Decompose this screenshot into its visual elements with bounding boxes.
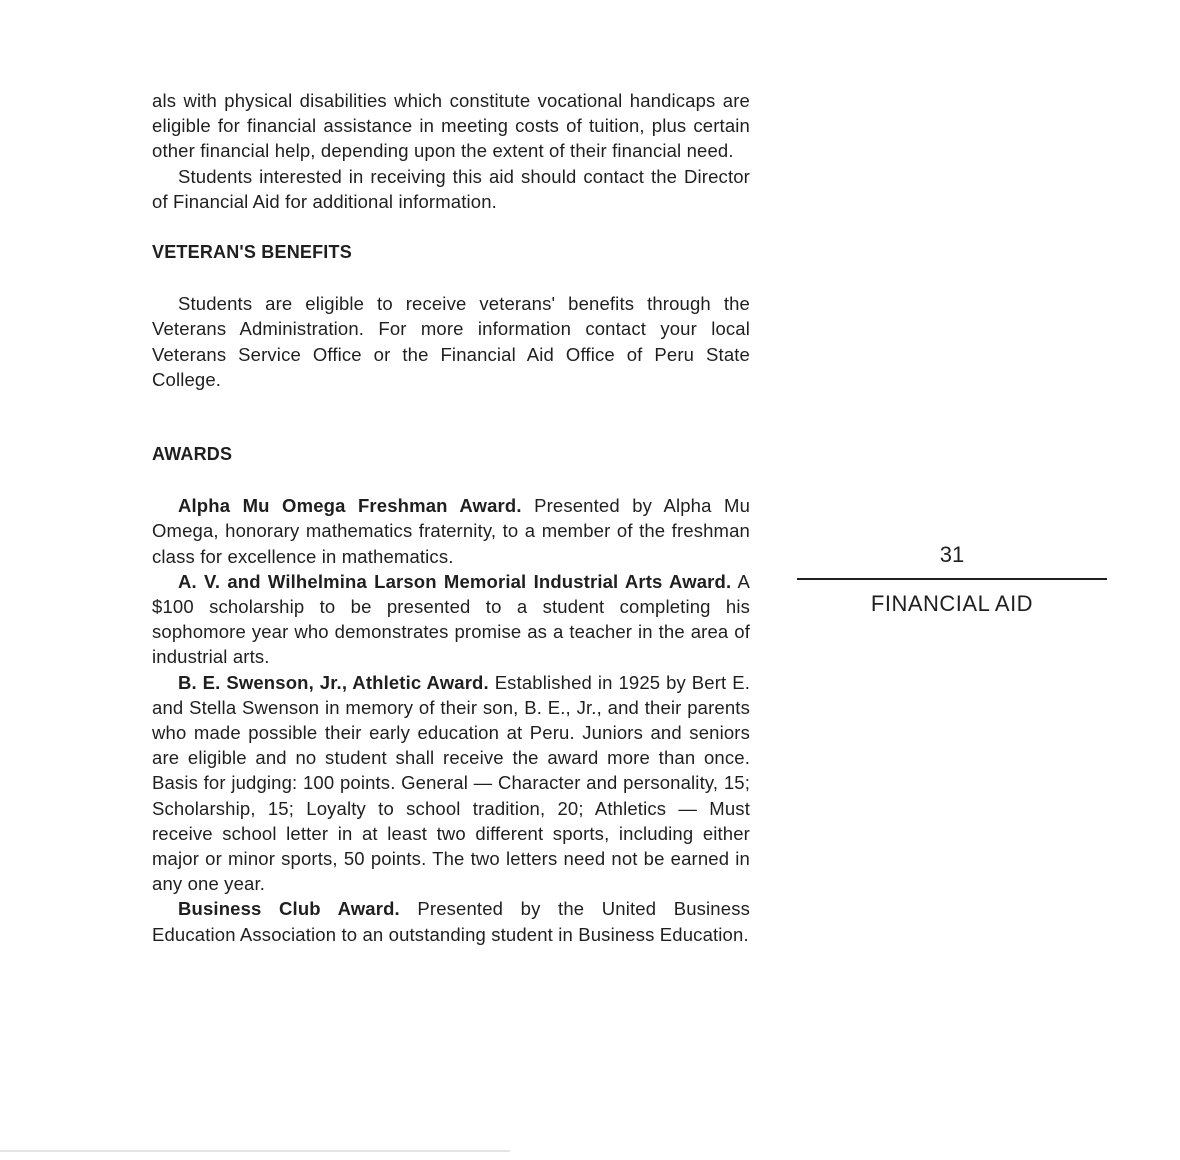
award-entry bbox=[152, 670, 750, 897]
award-title: A. V. and Wilhelmina Larson Memorial Industrial Arts Award. bbox=[178, 570, 732, 592]
award-title: Business Club Award. bbox=[178, 898, 400, 920]
award-description: A $100 scholarship to be presented to a student completing his sophomore year who demonstrates promise as a teacher in the area of industrial arts. bbox=[152, 570, 750, 668]
divider-rule bbox=[797, 578, 1107, 580]
contact-paragraph: Students interested in receiving this aid should contact the Director of Financial Aid for additional information. bbox=[152, 165, 750, 212]
intro-paragraph: als with physical disabilities which constitute vocational handicaps are eligible for financial assistance in meeting costs of tuition, plus certain other financial help, depending upon the extent of their financial need. bbox=[152, 90, 750, 162]
page-number: 31 bbox=[939, 542, 965, 567]
award-title: B. E. Swenson, Jr., Athletic Award. bbox=[178, 671, 489, 693]
veterans-paragraph: Students are eligible to receive veterans' benefits through the Veterans Administration. For more information contact your local Veterans Service Office or the Financial Aid Office of Peru State College. bbox=[152, 293, 750, 390]
award-title: Alpha Mu Omega Freshman Award. bbox=[178, 495, 522, 517]
awards-heading: AWARDS bbox=[152, 444, 233, 465]
main-text-column bbox=[152, 88, 750, 947]
veterans-heading: VETERAN'S BENEFITS bbox=[152, 242, 352, 263]
award-entry bbox=[152, 569, 750, 670]
award-description: Presented by Alpha Mu Omega, honorary mathematics fraternity, to a member of the freshman class for excellence in mathematics. bbox=[152, 495, 751, 567]
award-entry bbox=[152, 896, 750, 946]
award-description: Presented by the United Business Education Association to an outstanding student in Business Education. bbox=[152, 898, 750, 945]
section-label: FINANCIAL AID bbox=[870, 591, 1034, 616]
side-margin-label bbox=[797, 540, 1107, 618]
award-description: Established in 1925 by Bert E. and Stella Swenson in memory of their son, B. E., Jr., and their parents who made possible their early education at Peru. Juniors and seniors are eligible and no student shall receive the award more than once. Basis for judging: 100 points. General — Character and personality, 15; Scholarship, 15; Loyalty to school tradition, 20; Athletics — Must receive school letter in at least two different sports, including either major or minor sports, 50 points. The two letters need not be earned in any one year. bbox=[152, 671, 750, 895]
scan-edge-line bbox=[0, 1150, 510, 1152]
award-entry bbox=[152, 493, 750, 569]
